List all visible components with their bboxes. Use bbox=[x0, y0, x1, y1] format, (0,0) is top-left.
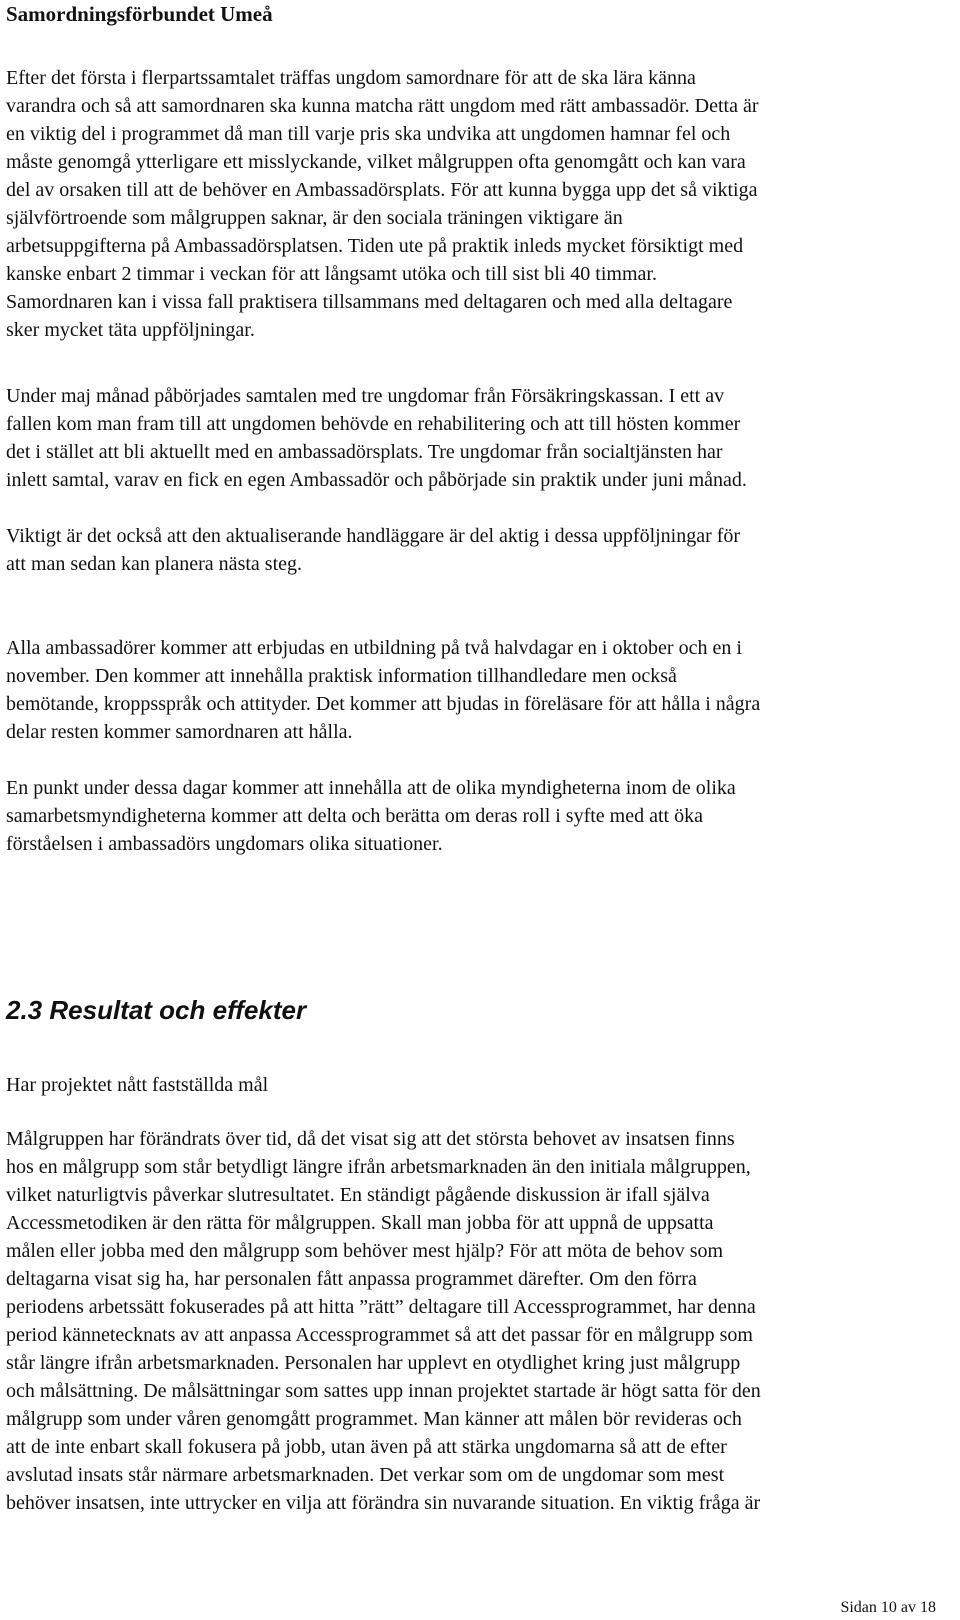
text-line: Under maj månad påbörjades samtalen med tre ungdomar från Försäkringskassan. I ett av bbox=[6, 385, 725, 407]
text-line: periodens arbetssätt fokuserades på att hitta ”rätt” deltagare till Accessprogrammet, har denna bbox=[6, 1296, 756, 1318]
paragraph-matching-ambassadors bbox=[6, 64, 946, 344]
text-line: Efter det första i flerpartssamtalet träffas ungdom samordnare för att de ska lära känna bbox=[6, 67, 696, 89]
text-line: delar resten kommer samordnaren att hålla. bbox=[6, 721, 353, 743]
text-line: avslutad insats står närmare arbetsmarknaden. Det verkar som om de ungdomar som mest bbox=[6, 1464, 725, 1486]
text-line: kanske enbart 2 timmar i veckan för att långsamt utöka och till sist bli 40 timmar. bbox=[6, 263, 657, 285]
text-line: att de inte enbart skall fokusera på jobb, utan även på att stärka ungdomarna så att de efter bbox=[6, 1436, 727, 1458]
section-subheading: Har projektet nått fastställda mål bbox=[6, 1074, 269, 1096]
text-line: bemötande, kroppsspråk och attityder. Det kommer att bjudas in föreläsare för att hålla i några bbox=[6, 693, 761, 715]
text-line: period kännetecknats av att anpassa Accessprogrammet så att det passar för en målgrupp som bbox=[6, 1324, 753, 1346]
text-line: fallen kom man fram till att ungdomen behövde en rehabilitering och att till hösten kommer bbox=[6, 413, 741, 435]
text-line: Målgruppen har förändrats över tid, då det visat sig att det största behovet av insatsen finns bbox=[6, 1128, 735, 1150]
document-header-org-name: Samordningsförbundet Umeå bbox=[6, 2, 273, 26]
page-number-footer: Sidan 10 av 18 bbox=[840, 1599, 936, 1616]
text-line: det i stället att bli aktuellt med en ambassadörsplats. Tre ungdomar från socialtjänsten har bbox=[6, 441, 723, 463]
text-line: samarbetsmyndigheterna kommer att delta och berätta om deras roll i syfte med att öka bbox=[6, 805, 703, 827]
text-line: en viktig del i programmet då man till varje pris ska undvika att ungdomen hamnar fel och bbox=[6, 123, 731, 145]
text-line: En punkt under dessa dagar kommer att innehålla att de olika myndigheterna inom de olika bbox=[6, 777, 736, 799]
paragraph-may-conversations bbox=[6, 382, 946, 494]
text-line: målgrupp som under våren genomgått programmet. Man känner att målen bör revideras och bbox=[6, 1408, 742, 1430]
text-line: vilket naturligtvis påverkar slutresultatet. En ständigt pågående diskussion är ifall själva bbox=[6, 1184, 710, 1206]
text-line: hos en målgrupp som står betydligt längre ifrån arbetsmarknaden än den initiala målgruppen, bbox=[6, 1156, 751, 1178]
text-line: november. Den kommer att innehålla praktisk information tillhandledare men också bbox=[6, 665, 677, 687]
paragraph-ambassador-training bbox=[6, 634, 946, 746]
text-line: arbetsuppgifterna på Ambassadörsplatsen. Tiden ute på praktik inleds mycket försiktigt med bbox=[6, 235, 744, 257]
text-line: sker mycket täta uppföljningar. bbox=[6, 319, 255, 341]
text-line: inlett samtal, varav en fick en egen Ambassadör och påbörjade sin praktik under juni månad. bbox=[6, 469, 747, 491]
text-line: del av orsaken till att de behöver en Ambassadörsplats. För att kunna bygga upp det så viktiga bbox=[6, 179, 758, 201]
text-line: Samordnaren kan i vissa fall praktisera tillsammans med deltagaren och med alla deltagare bbox=[6, 291, 733, 313]
text-line: Viktigt är det också att den aktualiserande handläggare är del aktig i dessa uppföljningar för bbox=[6, 525, 741, 547]
text-line: och målsättning. De målsättningar som sattes upp innan projektet startade är högt satta för den bbox=[6, 1380, 761, 1402]
text-line: varandra och så att samordnaren ska kunna matcha rätt ungdom med rätt ambassadör. Detta är bbox=[6, 95, 759, 117]
paragraph-authorities-roles bbox=[6, 774, 946, 858]
paragraph-target-group-change bbox=[6, 1125, 946, 1517]
text-line: deltagarna visat sig ha, har personalen fått anpassa programmet därefter. Om den förra bbox=[6, 1268, 697, 1290]
text-line: måste genomgå ytterligare ett misslyckande, vilket målgruppen ofta genomgått och kan vara bbox=[6, 151, 746, 173]
text-line: självförtroende som målgruppen saknar, är den sociala träningen viktigare än bbox=[6, 207, 623, 229]
text-line: står längre ifrån arbetsmarknaden. Personalen har upplevt en otydlighet kring just målgrupp bbox=[6, 1352, 741, 1374]
text-line: Accessmetodiken är den rätta för målgruppen. Skall man jobba för att uppnå de uppsatta bbox=[6, 1212, 714, 1234]
section-heading: 2.3 Resultat och effekter bbox=[6, 995, 307, 1025]
paragraph-followup-importance bbox=[6, 522, 946, 578]
text-line: Alla ambassadörer kommer att erbjudas en utbildning på två halvdagar en i oktober och en i bbox=[6, 637, 742, 659]
text-line: behöver insatsen, inte uttrycker en vilja att förändra sin nuvarande situation. En viktig fråga är bbox=[6, 1492, 761, 1514]
text-line: målen eller jobba med den målgrupp som behöver mest hjälp? För att möta de behov som bbox=[6, 1240, 724, 1262]
text-line: förståelsen i ambassadörs ungdomars olika situationer. bbox=[6, 833, 443, 855]
text-line: att man sedan kan planera nästa steg. bbox=[6, 553, 302, 575]
